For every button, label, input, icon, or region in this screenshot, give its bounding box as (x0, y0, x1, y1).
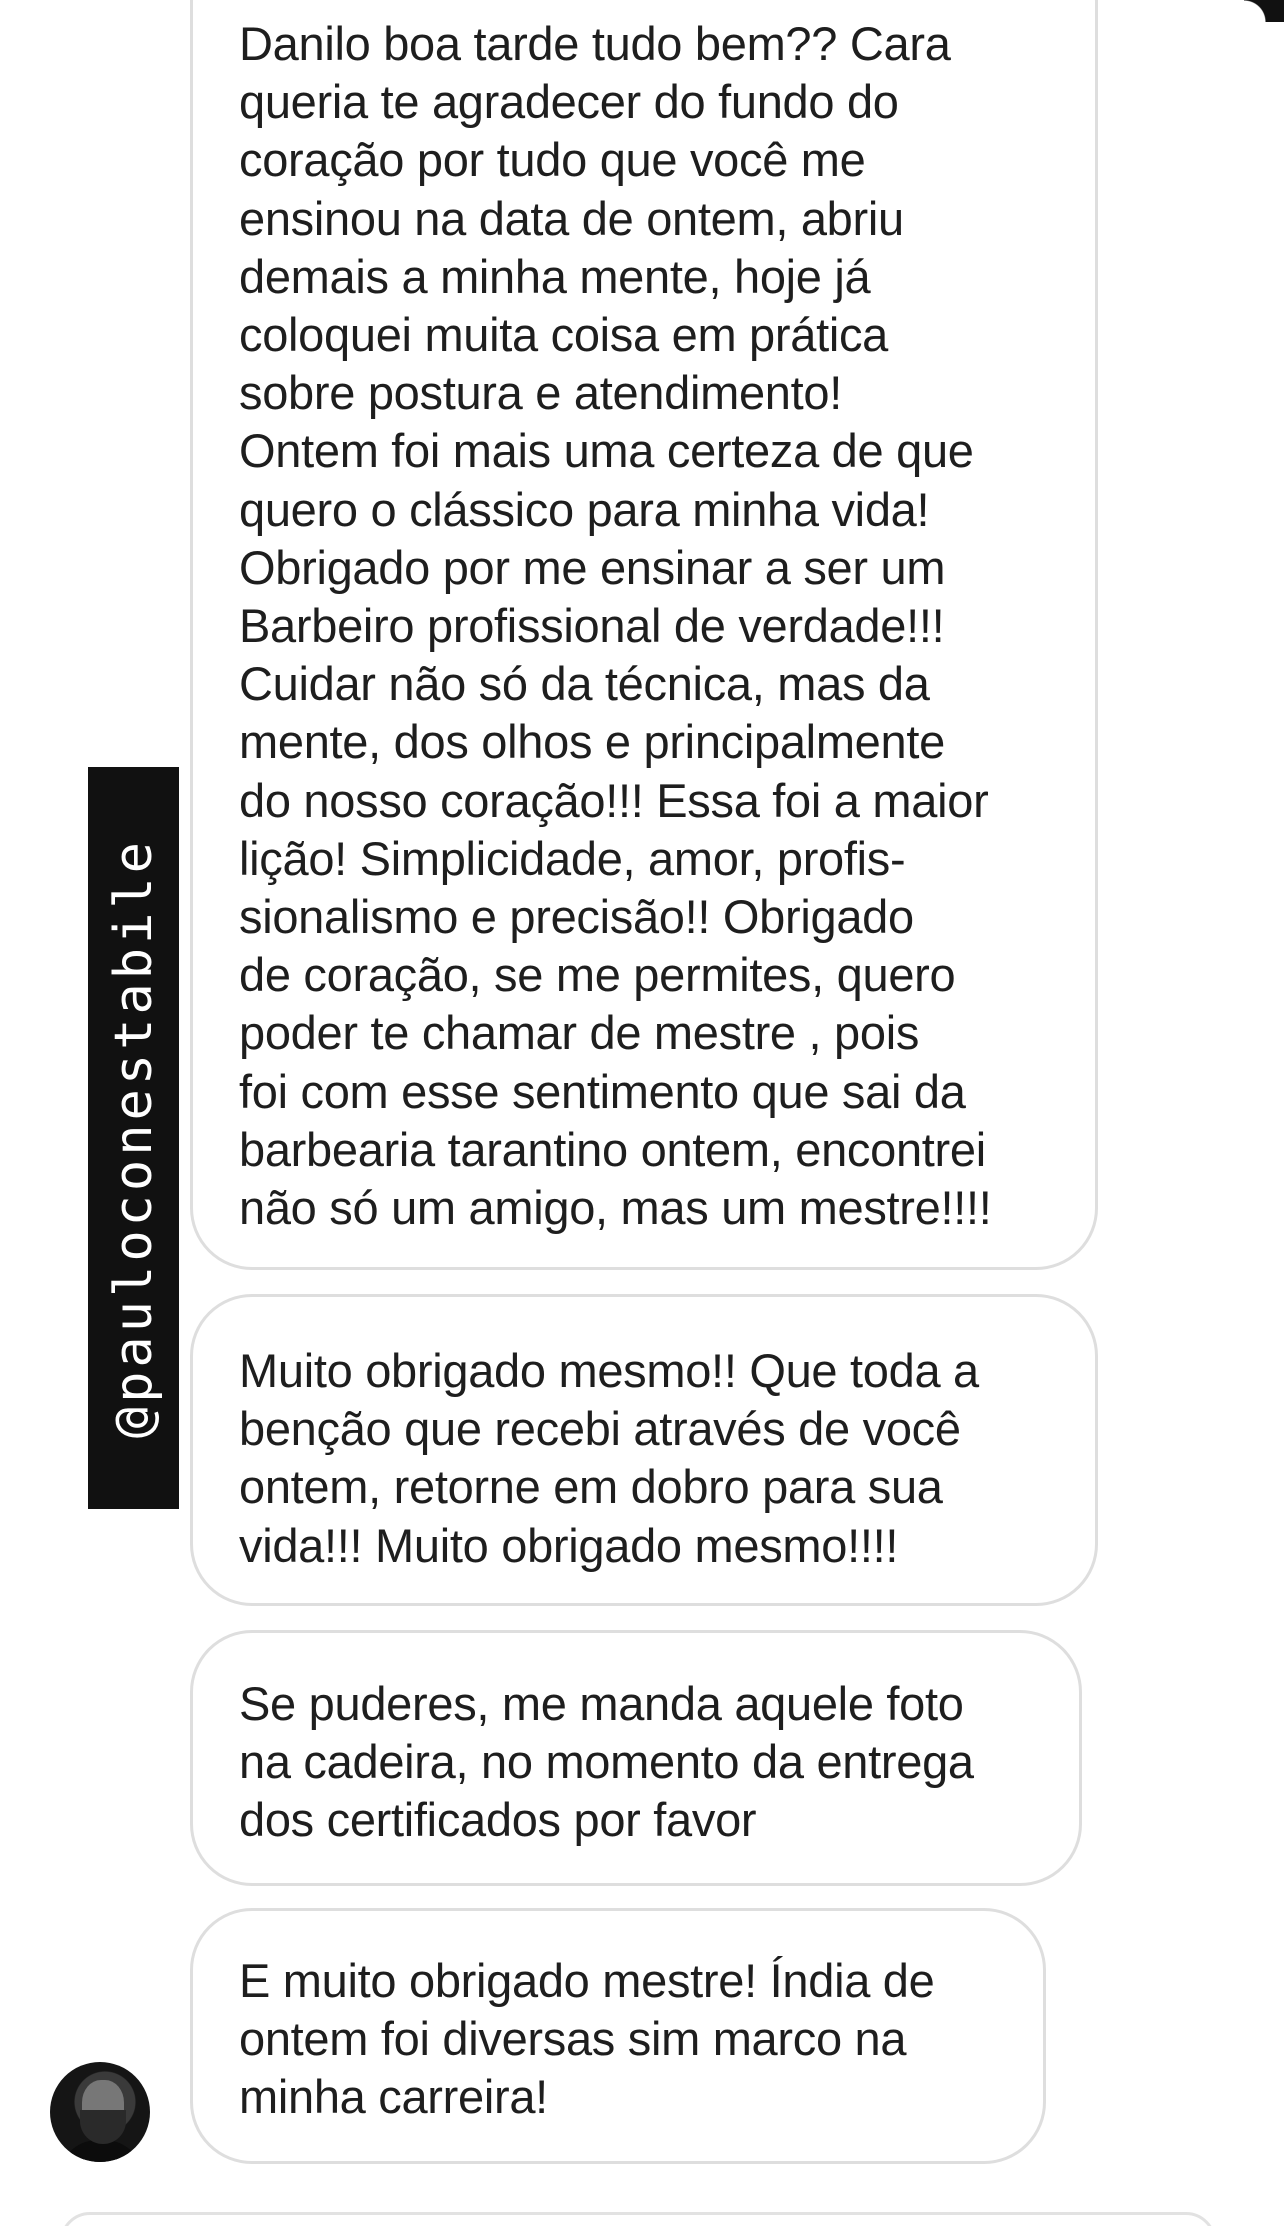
avatar-beard (80, 2110, 126, 2144)
message-bubble[interactable] (190, 1630, 1082, 1886)
message-text: E muito obrigado mestre! Índia de ontem foi diversas sim marco na minha carreira! (239, 1954, 935, 2124)
message-text: Danilo boa tarde tudo bem?? Cara queria te agradecer do fundo do coração por tudo que você me ensinou na data de ontem, abriu demais a minha mente, hoje já coloquei muita coisa em prática sobre postura e atendimento! Ontem foi mais uma certeza de que quero o clássico para minha vida! Obrigado por me ensinar a ser um Barbeiro profissional de verdade!!! Cuidar não só da técnica, mas da mente, dos olhos e principalmente do nosso coração!!! Essa foi a maior lição! Simplicidade, amor, profis- sionalismo e precisão!! Obrigado de coração, se me permites, quero poder te chamar de mestre , pois foi com esse sentimento que sai da barbearia tarantino ontem, encontrei não só um amigo, mas um mestre!!!! (239, 17, 992, 1235)
message-bubble[interactable] (190, 0, 1098, 1270)
username-watermark (88, 767, 179, 1509)
message-text: Muito obrigado mesmo!! Que toda a benção que recebi através de você ontem, retorne em dobro para sua vida!!! Muito obrigado mesmo!!!! (239, 1344, 979, 1572)
message-text: Se puderes, me manda aquele foto na cadeira, no momento da entrega dos certificados por favor (239, 1677, 974, 1847)
message-bubble[interactable] (190, 1294, 1098, 1606)
message-input-bar[interactable] (60, 2212, 1216, 2226)
watermark-handle: @pauloconestabile (103, 837, 164, 1439)
screen-corner (1244, 0, 1284, 22)
message-bubble[interactable] (190, 1908, 1046, 2164)
sender-avatar[interactable] (50, 2062, 150, 2162)
